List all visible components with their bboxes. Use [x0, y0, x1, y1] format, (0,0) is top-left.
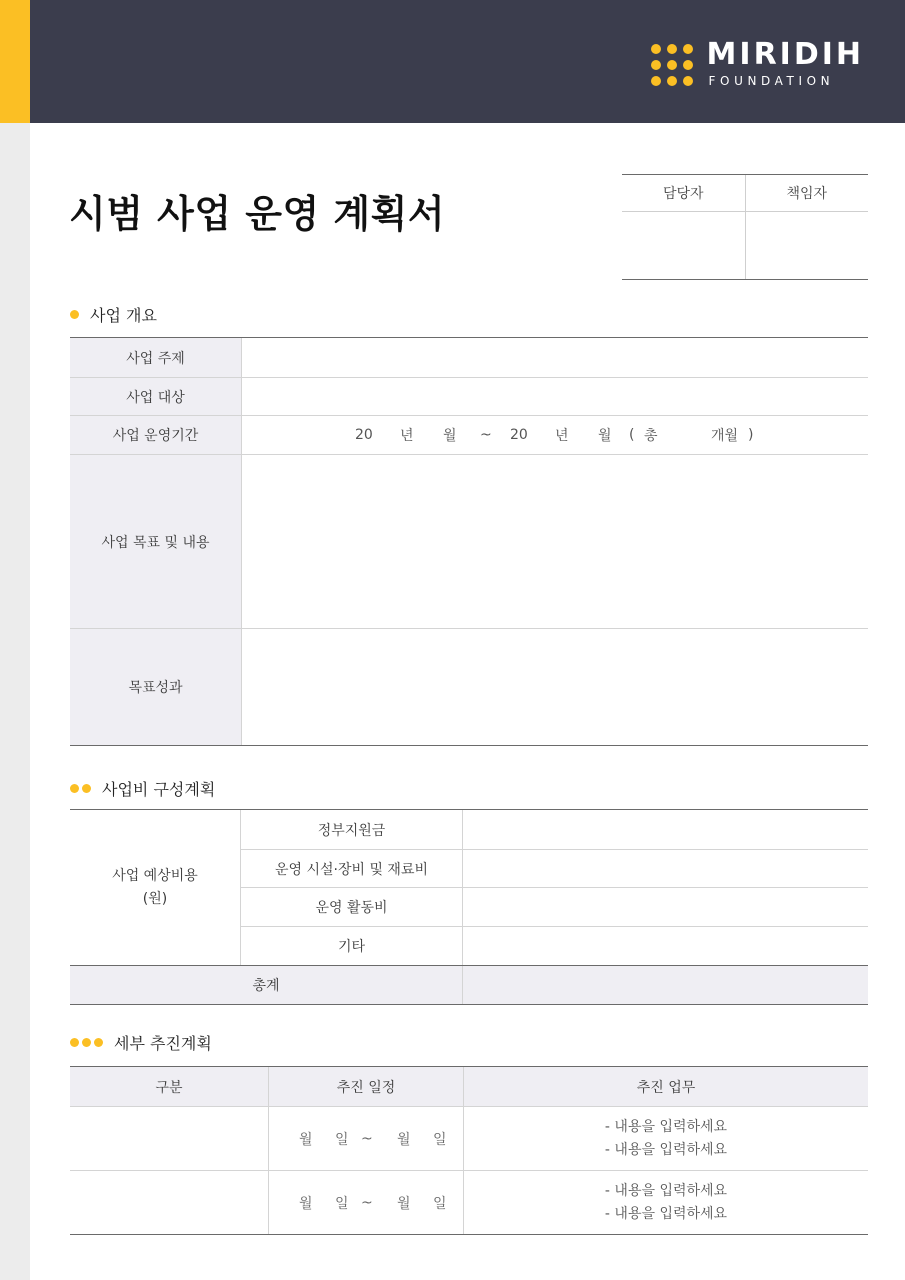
bullet-dots-icon — [70, 1038, 106, 1047]
section-budget-heading: 사업비 구성계획 — [70, 777, 215, 800]
table-row — [241, 849, 868, 887]
schedule-input[interactable]: 월 일 ~ 월 일 — [269, 1107, 464, 1170]
column-header-category: 구분 — [70, 1067, 269, 1106]
budget-item-label: 정부지원금 — [241, 810, 463, 849]
budget-item-label: 운영 활동비 — [241, 888, 463, 926]
budget-amount-input[interactable] — [463, 810, 868, 849]
budget-total-input[interactable] — [463, 966, 868, 1004]
approval-box — [622, 174, 868, 280]
budget-amount-input[interactable] — [463, 927, 868, 965]
topic-input[interactable] — [242, 338, 868, 377]
row-label-topic: 사업 주제 — [70, 338, 242, 377]
approval-manager-label: 책임자 — [746, 175, 869, 212]
document-title: 시범 사업 운영 계획서 — [69, 192, 446, 236]
period-input[interactable] — [242, 416, 868, 454]
budget-amount-input[interactable] — [463, 888, 868, 926]
bullet-dots-icon — [70, 784, 94, 793]
table-row — [241, 887, 868, 926]
table-row — [70, 1106, 868, 1170]
budget-total-label: 총계 — [70, 966, 463, 1004]
header-band — [30, 0, 905, 123]
row-label-period: 사업 운영기간 — [70, 416, 242, 454]
table-row — [70, 377, 868, 415]
outcome-input[interactable] — [242, 629, 868, 745]
budget-item-label: 기타 — [241, 927, 463, 965]
category-input[interactable] — [70, 1107, 269, 1170]
row-label-target: 사업 대상 — [70, 378, 242, 415]
column-header-tasks: 추진 업무 — [636, 1079, 696, 1096]
row-label-goal: 사업 목표 및 내용 — [70, 455, 242, 628]
target-input[interactable] — [242, 378, 868, 415]
table-row — [70, 415, 868, 454]
approval-staff-sign-field[interactable] — [622, 212, 745, 279]
table-row — [70, 338, 868, 377]
overview-table — [70, 337, 868, 746]
plan-table — [70, 1066, 868, 1235]
row-label-outcome: 목표성과 — [70, 629, 242, 745]
column-header-schedule: 추진 일정 — [269, 1067, 464, 1106]
logo-dots-icon — [651, 44, 693, 86]
plan-header-row — [70, 1067, 868, 1106]
approval-manager-sign-field[interactable] — [746, 212, 869, 279]
table-row — [70, 454, 868, 628]
approval-staff-label: 담당자 — [622, 175, 745, 212]
table-row — [70, 1170, 868, 1234]
table-row — [241, 926, 868, 965]
budget-amount-input[interactable] — [463, 850, 868, 887]
budget-item-label: 운영 시설·장비 및 재료비 — [241, 850, 463, 887]
section-plan-heading: 세부 추진계획 — [70, 1031, 212, 1054]
schedule-input[interactable]: 월 일 ~ 월 일 — [269, 1171, 464, 1234]
tasks-input[interactable]: - 내용을 입력하세요 - 내용을 입력하세요 — [604, 1118, 728, 1158]
table-row — [70, 628, 868, 745]
budget-table — [70, 809, 868, 1005]
left-margin-strip — [0, 0, 30, 1280]
budget-group-label: 사업 예상비용 (원) — [70, 810, 241, 965]
category-input[interactable] — [70, 1171, 269, 1234]
tasks-input[interactable]: - 내용을 입력하세요 - 내용을 입력하세요 — [604, 1182, 728, 1222]
section-overview-heading: 사업 개요 — [70, 303, 157, 326]
period-text: 20 년 월 ~ 20 년 월 ( 총 개월 ) — [355, 427, 754, 444]
goal-input[interactable] — [242, 455, 868, 628]
logo-sub-text: FOUNDATION — [708, 74, 835, 88]
bullet-dot-icon — [70, 310, 82, 319]
yellow-accent-bar — [0, 0, 30, 123]
logo-main-text: MIRIDIH — [706, 37, 864, 72]
table-row — [241, 810, 868, 849]
budget-total-row — [70, 965, 868, 1004]
foundation-logo — [651, 37, 864, 89]
